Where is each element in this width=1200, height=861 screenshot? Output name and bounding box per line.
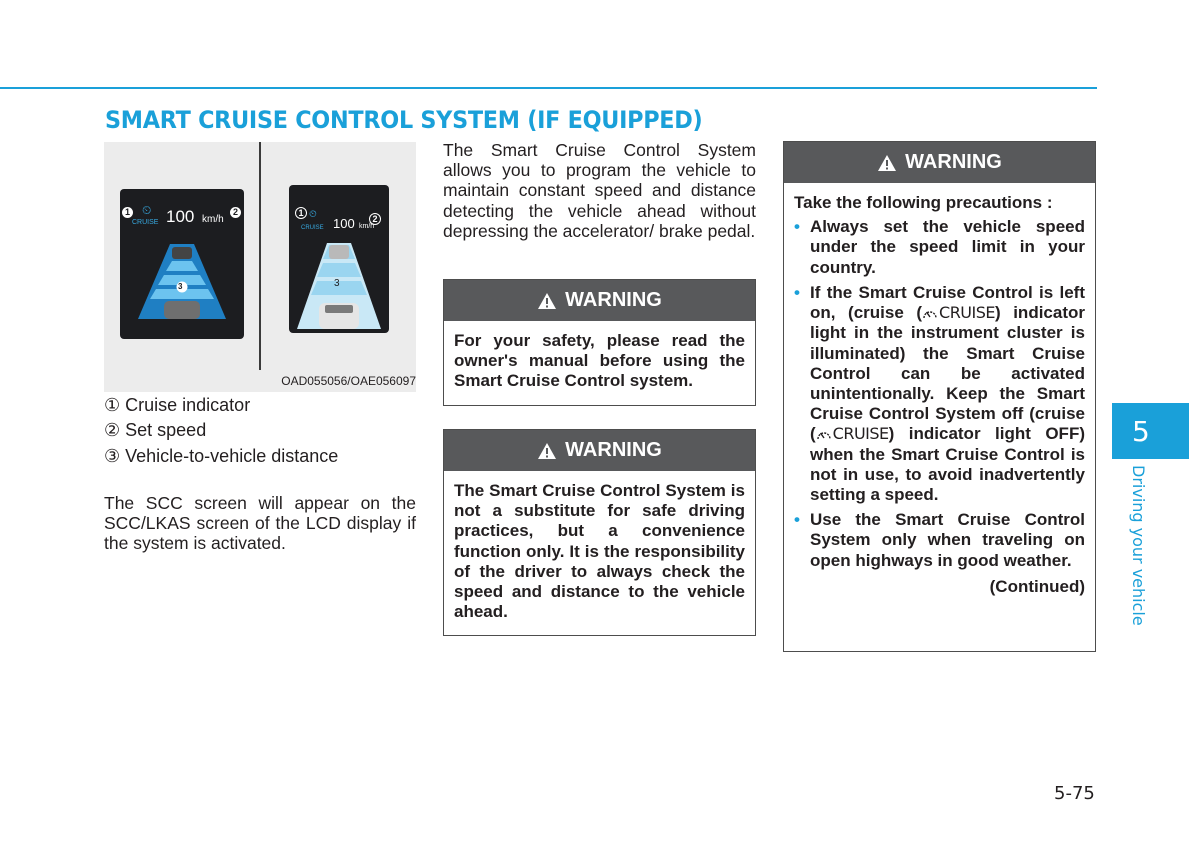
figure-divider <box>259 142 261 370</box>
warning-label-3: WARNING <box>905 151 1002 173</box>
precautions-list <box>794 217 1085 571</box>
cruise-word: CRUISE <box>832 424 889 444</box>
warning-triangle-icon <box>877 154 897 172</box>
marker-3-a: 3 <box>178 282 183 291</box>
speed-unit-a: km/h <box>202 214 224 225</box>
warning-triangle-icon <box>537 292 557 310</box>
bullet-dot: • <box>794 217 800 237</box>
warning-header-1 <box>444 280 755 321</box>
cruise-label-a: CRUISE <box>132 219 159 226</box>
cruise-word: CRUISE <box>939 303 995 323</box>
legend-item-set-speed: ② Set speed <box>104 420 207 440</box>
chapter-tab <box>1112 403 1189 459</box>
warning-text-1: For your safety, please read the owner's manual before using the Smart Cruise Control system. <box>454 331 745 391</box>
cluster-screen-a <box>120 189 244 339</box>
bullet-text: Always set the vehicle speed under the speed limit in your country. <box>810 217 1085 277</box>
marker-1-b: 1 <box>295 207 307 219</box>
warning-header-3 <box>784 142 1095 183</box>
figure-caption: OAD055056/OAE056097 <box>281 374 416 388</box>
bullet-text: ) indicator light in the instrument cluster is illuminated) the Smart Cruise Control can be activated unintentionally. Keep the Smart Cruise Control System off (cruise ( <box>810 303 1085 444</box>
warning-box-3 <box>783 141 1096 652</box>
list-item <box>794 217 1085 278</box>
warning-label-2: WARNING <box>565 439 662 461</box>
cruise-label-b: CRUISE <box>301 225 324 231</box>
warning-box-2 <box>443 429 756 636</box>
cruise-gauge-icon <box>922 306 938 320</box>
warning-label-1: WARNING <box>565 289 662 311</box>
chapter-label: Driving your vehicle <box>1129 465 1148 626</box>
bullet-text: ) indicator light OFF) when the Smart Cruise Control is not in use, to avoid inadvertently setting a speed. <box>810 424 1085 505</box>
section-title: SMART CRUISE CONTROL SYSTEM (IF EQUIPPED) <box>105 106 703 134</box>
legend-item-cruise-indicator: ① Cruise indicator <box>104 395 251 415</box>
bullet-dot: • <box>794 510 800 530</box>
cruise-indicator-inline <box>922 303 995 323</box>
set-speed-a: 100 <box>166 207 195 226</box>
bullet-text: If the Smart Cruise Control is left on, (cruise ( <box>810 282 1085 323</box>
legend-item-distance: ③ Vehicle-to-vehicle distance <box>104 446 339 466</box>
marker-1-a: 1 <box>122 207 133 218</box>
bullet-dot: • <box>794 282 800 302</box>
cluster-figure <box>104 142 416 392</box>
page-number: 5-75 <box>1054 783 1095 804</box>
warning-body-3 <box>784 183 1095 597</box>
marker-2-a: 2 <box>230 207 241 218</box>
speed-unit-b: km/h <box>359 223 375 230</box>
warning-text-2: The Smart Cruise Control System is not a substitute for safe driving practices, but a convenience function only. It is the responsibility of the driver to always check the speed and distance to the vehicle ahead. <box>454 481 745 622</box>
warning-header-2 <box>444 430 755 471</box>
marker-3-b: 3 <box>334 278 340 289</box>
cluster-screen-b <box>289 185 389 333</box>
scc-screen-paragraph: The SCC screen will appear on the SCC/LKAS screen of the LCD display if the system is activated. <box>104 493 416 554</box>
set-speed-b: 100 <box>333 216 355 231</box>
precautions-intro: Take the following precautions : <box>794 193 1053 212</box>
intro-paragraph: The Smart Cruise Control System allows you to program the vehicle to maintain constant speed and distance detecting the vehicle ahead without depressing the accelerator/ brake pedal. <box>443 140 756 241</box>
marker-2-b: 2 <box>369 213 381 225</box>
warning-triangle-icon <box>537 442 557 460</box>
continued-label: (Continued) <box>989 576 1085 596</box>
warning-box-1 <box>443 279 756 406</box>
chapter-number: 5 <box>1132 415 1150 448</box>
cruise-gauge-icon-a: ⏲ <box>142 203 152 217</box>
bullet-text: Use the Smart Cruise Control System only when traveling on open highways in good weather. <box>810 510 1085 570</box>
list-item <box>794 283 1085 505</box>
cruise-gauge-icon <box>816 427 832 441</box>
cruise-gauge-icon-b: ⏲ <box>309 209 317 220</box>
cruise-indicator-inline <box>816 424 889 444</box>
top-rule <box>0 87 1097 89</box>
list-item <box>794 510 1085 571</box>
